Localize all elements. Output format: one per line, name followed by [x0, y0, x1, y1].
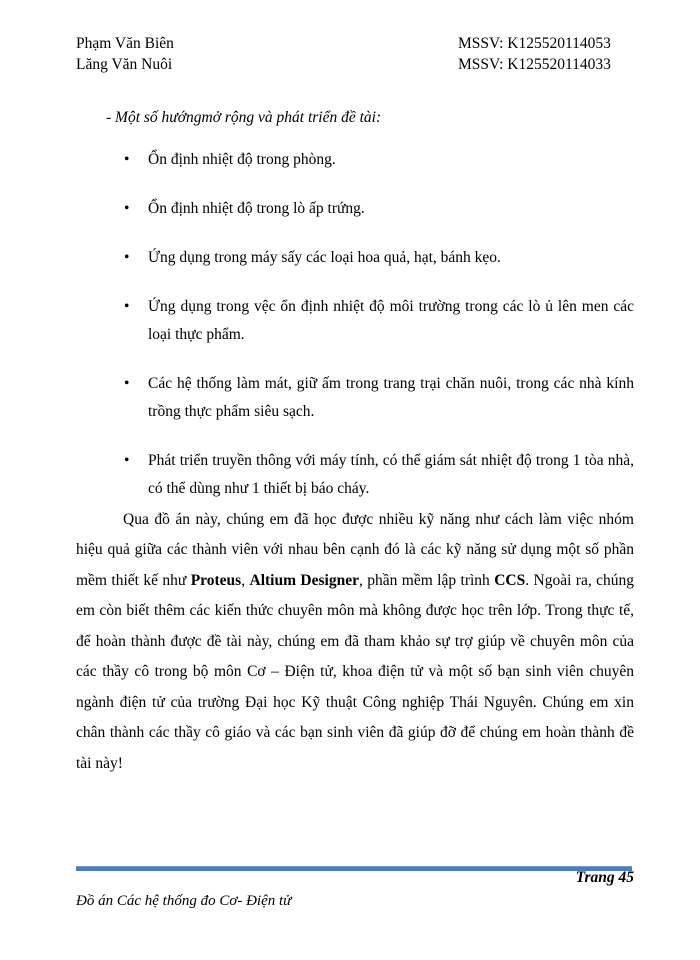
page-footer — [76, 866, 634, 917]
list-item-text: Ổn định nhiệt độ trong lò ấp trứng. — [148, 200, 365, 217]
list-item — [76, 244, 634, 272]
list-item — [76, 370, 634, 426]
bullet-marker-icon: • — [124, 375, 130, 392]
footer-title: Đồ án Các hệ thống đo Cơ- Điện tử — [76, 893, 292, 909]
bullet-marker-icon: • — [124, 298, 130, 315]
list-item — [76, 293, 634, 349]
footer-content — [76, 871, 634, 917]
student-id: MSSV: K125520114033 — [458, 56, 611, 73]
header-row — [76, 33, 634, 54]
paragraph-run: , — [241, 571, 250, 589]
bullet-marker-icon: • — [124, 249, 130, 266]
list-item-text: Ứng dụng trong máy sấy các loại hoa quả, hạt, bánh kẹo. — [148, 249, 501, 266]
bullet-marker-icon: • — [124, 151, 130, 168]
software-name: Altium Designer — [249, 571, 359, 589]
student-name: Phạm Văn Biên — [76, 35, 174, 52]
future-work-bullet-list — [76, 146, 634, 503]
list-item — [76, 195, 634, 223]
conclusion-paragraph — [76, 505, 634, 780]
list-item-text: Ứng dụng trong vệc ổn định nhiệt độ môi trường trong các lò ủ lên men các loại thực phẩm. — [148, 298, 634, 343]
paragraph-run: . Ngoài ra, chúng em còn biết thêm các kiến thức chuyên môn mà không được học trên lớp. Trong thực tế, để hoàn thành được đề tài này, chúng em đã tham khảo sự trợ giúp về chuyên môn của các thầy cô trong bộ môn Cơ – Điện tử, khoa điện tử và một số bạn sinh viên chuyên ngành điện tử của trường Đại học Kỹ thuật Công nghiệp Thái Nguyên. Chúng em xin chân thành các thầy cô giáo và các bạn sinh viên đã giúp đỡ để chúng em hoàn thành đề tài này! — [76, 571, 634, 772]
list-item — [76, 447, 634, 503]
bullet-marker-icon: • — [124, 452, 130, 469]
software-name: CCS — [494, 571, 526, 589]
list-item — [76, 146, 634, 174]
section-intro-line: - Một số hướngmở rộng và phát triển đề tài: — [106, 109, 382, 126]
list-item-text: Ổn định nhiệt độ trong phòng. — [148, 151, 336, 168]
software-name: Proteus — [190, 571, 242, 589]
page-number: Trang 45 — [575, 869, 634, 886]
header-row — [76, 54, 634, 75]
paragraph-run: , phần mềm lập trình — [358, 571, 495, 589]
bullet-marker-icon: • — [124, 200, 130, 217]
student-id: MSSV: K125520114053 — [458, 35, 611, 52]
list-item-text: Phát triển truyền thông với máy tính, có thể giám sát nhiệt độ trong 1 tòa nhà, có thể dùng như 1 thiết bị báo cháy. — [148, 452, 634, 497]
list-item-text: Các hệ thống làm mát, giữ ấm trong trang trại chăn nuôi, trong các nhà kính trồng thực phẩm siêu sạch. — [148, 375, 634, 420]
document-header — [76, 33, 634, 75]
student-name: Lăng Văn Nuôi — [76, 56, 173, 73]
paragraph-run: Qua đồ án này, chúng em đã học được nhiều kỹ năng như cách làm việc nhóm hiệu quả giữa các thành viên với nhau bên cạnh đó là các kỹ năng sử dụng một số phần mềm thiết kế như — [76, 510, 634, 589]
